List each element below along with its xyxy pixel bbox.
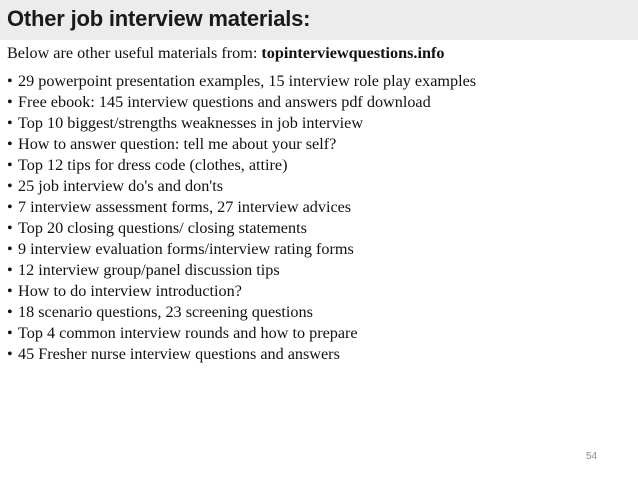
bullet-glyph: •	[7, 156, 13, 174]
slide-title: Other job interview materials:	[7, 6, 311, 31]
list-item-text: Top 12 tips for dress code (clothes, attire)	[18, 156, 288, 174]
bullet-glyph: •	[7, 345, 13, 363]
intro-site-name: topinterviewquestions.info	[261, 44, 445, 62]
bullet-glyph: •	[7, 303, 13, 321]
page-number: 54	[586, 451, 598, 462]
list-item-text: Top 20 closing questions/ closing statements	[18, 219, 307, 237]
bullet-glyph: •	[7, 135, 13, 153]
list-item-text: 7 interview assessment forms, 27 interview advices	[18, 198, 352, 216]
bullet-glyph: •	[7, 282, 13, 300]
list-item	[7, 302, 632, 323]
materials-list	[7, 71, 632, 365]
list-item-text: How to answer question: tell me about your self?	[18, 135, 337, 153]
bullet-glyph: •	[7, 72, 13, 90]
list-item	[7, 197, 632, 218]
list-item-text: 25 job interview do's and don'ts	[18, 177, 224, 195]
list-item-text: 45 Fresher nurse interview questions and answers	[18, 345, 340, 363]
list-item	[7, 344, 632, 365]
intro-prefix: Below are other useful materials from:	[7, 44, 262, 62]
list-item	[7, 134, 632, 155]
bullet-glyph: •	[7, 324, 13, 342]
list-item	[7, 92, 632, 113]
list-item	[7, 71, 632, 92]
bullet-glyph: •	[7, 114, 13, 132]
bullet-glyph: •	[7, 177, 13, 195]
title-bar	[0, 0, 638, 40]
bullet-glyph: •	[7, 240, 13, 258]
list-item	[7, 239, 632, 260]
list-item	[7, 281, 632, 302]
intro-text	[7, 43, 632, 71]
list-item	[7, 260, 632, 281]
list-item	[7, 218, 632, 239]
list-item-text: How to do interview introduction?	[18, 282, 242, 300]
list-item	[7, 113, 632, 134]
list-item-text: 18 scenario questions, 23 screening questions	[18, 303, 313, 321]
list-item-text: 29 powerpoint presentation examples, 15 interview role play examples	[18, 72, 477, 90]
slide-content	[7, 43, 632, 365]
list-item-text: Top 10 biggest/strengths weaknesses in job interview	[18, 114, 364, 132]
list-item	[7, 176, 632, 197]
list-item-text: 12 interview group/panel discussion tips	[18, 261, 280, 279]
list-item	[7, 155, 632, 176]
bullet-glyph: •	[7, 219, 13, 237]
list-item-text: Free ebook: 145 interview questions and answers pdf download	[18, 93, 431, 111]
list-item-text: Top 4 common interview rounds and how to prepare	[18, 324, 358, 342]
list-item-text: 9 interview evaluation forms/interview rating forms	[18, 240, 354, 258]
bullet-glyph: •	[7, 93, 13, 111]
bullet-glyph: •	[7, 261, 13, 279]
bullet-glyph: •	[7, 198, 13, 216]
list-item	[7, 323, 632, 344]
